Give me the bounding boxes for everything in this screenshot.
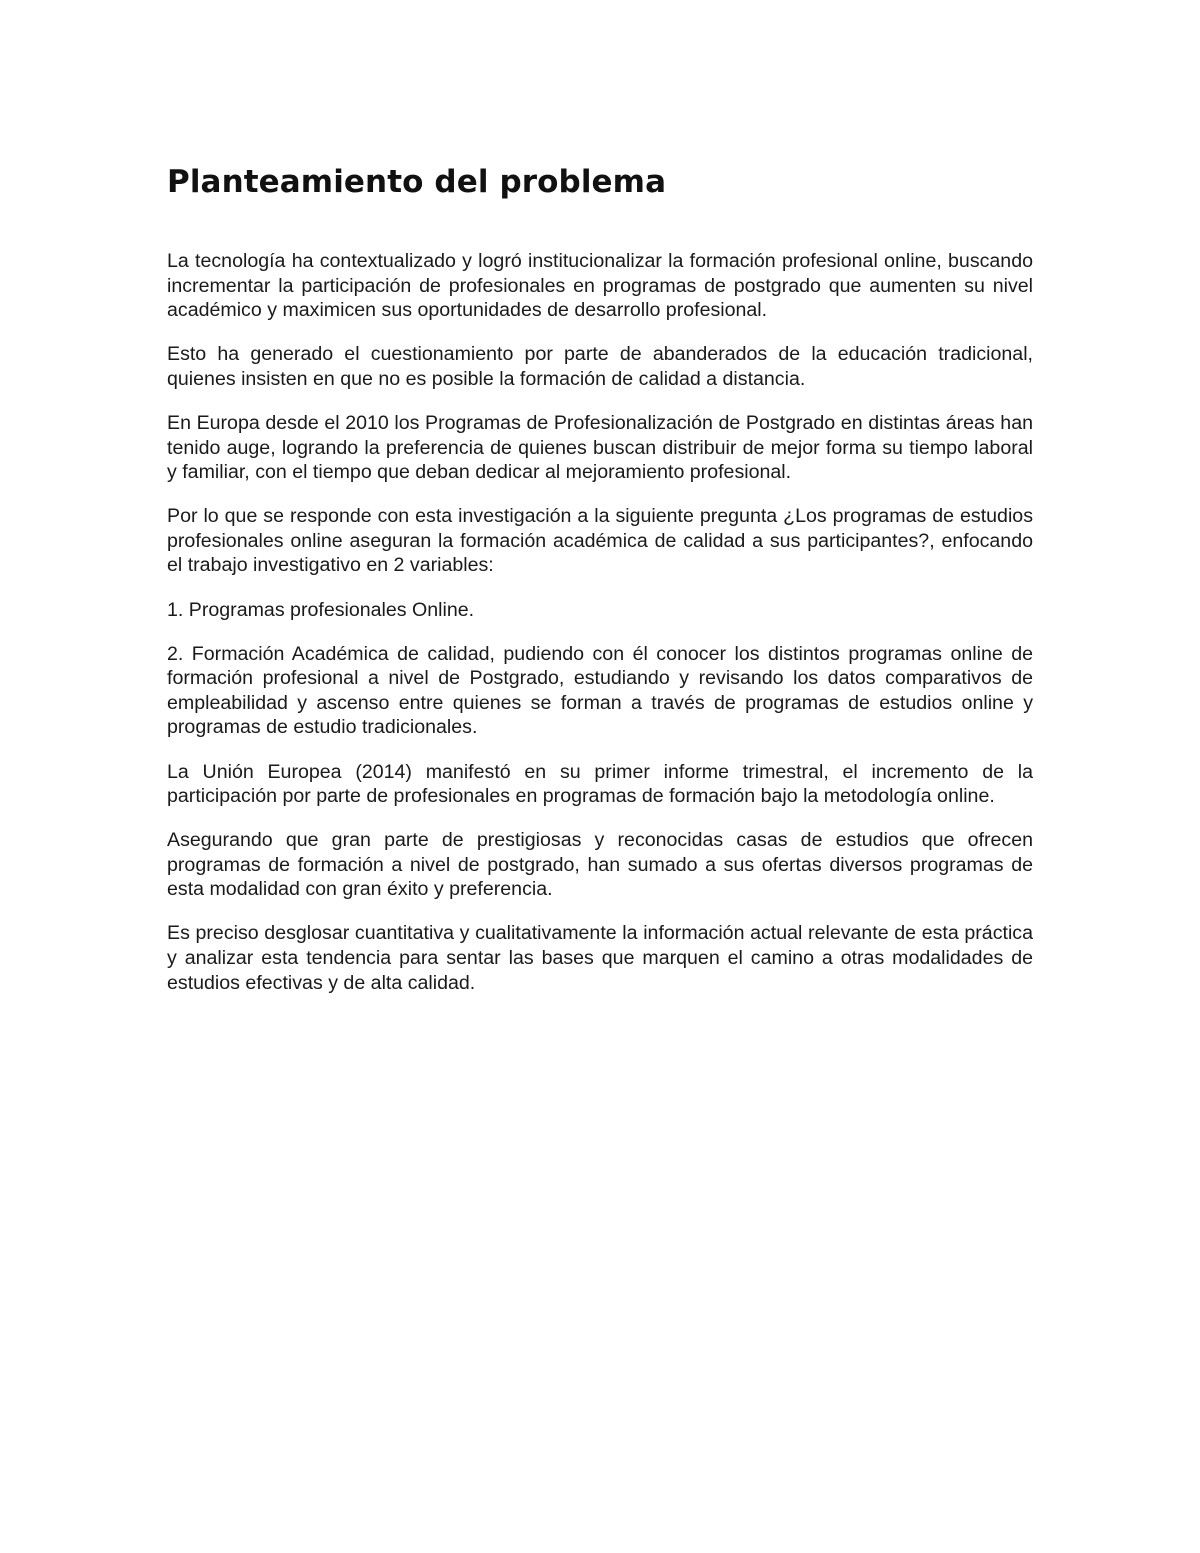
paragraph: Asegurando que gran parte de prestigiosas y reconocidas casas de estudios que ofrecen programas de formación a nivel de postgrado, han sumado a sus ofertas diversos programas de esta modalidad con gran éxito y preferencia. [167,829,1033,901]
document-title: Planteamiento del problema [167,164,667,200]
paragraph: En Europa desde el 2010 los Programas de Profesionalización de Postgrado en distintas áreas han tenido auge, logrando la preferencia de quienes buscan distribuir de mejor forma su tiempo laboral y familiar, con el tiempo que deban dedicar al mejoramiento profesional. [167,411,1033,484]
paragraph: Por lo que se responde con esta investigación a la siguiente pregunta ¿Los programas de estudios profesionales online aseguran la formación académica de calidad a sus participantes?, enfocando el trabajo investigativo en 2 variables: [167,505,1033,577]
paragraph: La tecnología ha contextualizado y logró institucionalizar la formación profesional online, buscando incrementar la participación de profesionales en programas de postgrado que aumenten su nivel académico y maximicen sus oportunidades de desarrollo profesional. [167,250,1033,322]
paragraph: Es preciso desglosar cuantitativa y cualitativamente la información actual relevante de esta práctica y analizar esta tendencia para sentar las bases que marquen el camino a otras modalidades de estudios efectivas y de alta calidad. [167,922,1033,994]
document-body [167,162,1033,1015]
list-item: 1. Programas profesionales Online. [167,598,475,621]
paragraph: La Unión Europea (2014) manifestó en su primer informe trimestral, el incremento de la participación por parte de profesionales en programas de formación bajo la metodología online. [167,760,1033,808]
list-item: 2. Formación Académica de calidad, pudiendo con él conocer los distintos programas online de formación profesional a nivel de Postgrado, estudiando y revisando los datos comparativos de empleabilidad y ascenso entre quienes se forman a través de programas de estudios online y programas de estudio tradicionales. [167,642,1033,739]
paragraph: Esto ha generado el cuestionamiento por parte de abanderados de la educación tradicional, quienes insisten en que no es posible la formación de calidad a distancia. [167,343,1033,390]
